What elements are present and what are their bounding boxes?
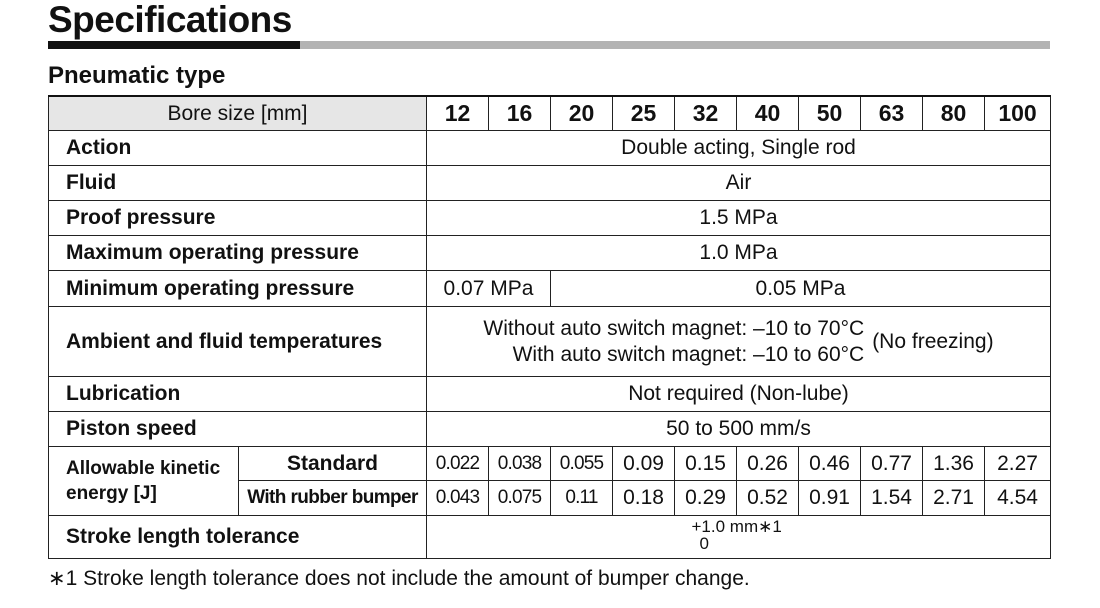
kinetic-energy-label-line1: Allowable kinetic (66, 458, 221, 479)
stroke-tolerance-label: Stroke length tolerance (49, 516, 427, 559)
kinetic-rubber-value: 0.18 (613, 481, 675, 516)
proof-pressure-row (49, 201, 1051, 236)
action-row (49, 131, 1051, 166)
temperature-label: Ambient and fluid temperatures (49, 307, 427, 377)
bore-size-label: Bore size [mm] (49, 96, 427, 131)
bore-40: 40 (737, 96, 799, 131)
title-rule-dark (48, 41, 300, 49)
fluid-label: Fluid (49, 166, 427, 201)
kinetic-standard-value: 2.27 (985, 447, 1051, 481)
kinetic-energy-label-line2: energy [J] (66, 483, 157, 504)
bore-12: 12 (427, 96, 489, 131)
action-label: Action (49, 131, 427, 166)
kinetic-standard-row (49, 447, 1051, 481)
temperature-value (427, 307, 1051, 377)
bore-50: 50 (799, 96, 861, 131)
kinetic-rubber-value: 0.52 (737, 481, 799, 516)
lubrication-value: Not required (Non-lube) (427, 377, 1051, 412)
footnote-ref-mark: ∗1 (758, 517, 782, 536)
lubrication-label: Lubrication (49, 377, 427, 412)
kinetic-standard-value: 1.36 (923, 447, 985, 481)
kinetic-energy-label (49, 447, 239, 516)
kinetic-rubber-value: 0.11 (551, 481, 613, 516)
piston-speed-value: 50 to 500 mm/s (427, 412, 1051, 447)
min-pressure-row (49, 271, 1051, 307)
lubrication-row (49, 377, 1051, 412)
proof-pressure-value: 1.5 MPa (427, 201, 1051, 236)
kinetic-standard-value: 0.15 (675, 447, 737, 481)
kinetic-standard-value: 0.038 (489, 447, 551, 481)
temperature-note: (No freezing) (872, 329, 994, 353)
page-title: Specifications (48, 0, 292, 40)
kinetic-rubber-value: 2.71 (923, 481, 985, 516)
kinetic-standard-value: 0.09 (613, 447, 675, 481)
kinetic-standard-value: 0.77 (861, 447, 923, 481)
stroke-tolerance-value (427, 516, 1051, 559)
stroke-tolerance-upper: +1.0 mm (691, 517, 759, 536)
footnote (48, 566, 750, 592)
kinetic-rubber-value: 1.54 (861, 481, 923, 516)
temperature-line-without-magnet: Without auto switch magnet: –10 to 70°C (483, 316, 865, 340)
kinetic-rubber-value: 0.29 (675, 481, 737, 516)
title-rule-gray (300, 41, 1050, 49)
fluid-row (49, 166, 1051, 201)
bore-63: 63 (861, 96, 923, 131)
stroke-tolerance-row (49, 516, 1051, 559)
bore-80: 80 (923, 96, 985, 131)
section-subtitle: Pneumatic type (48, 62, 226, 89)
bore-20: 20 (551, 96, 613, 131)
piston-speed-label: Piston speed (49, 412, 427, 447)
max-pressure-value: 1.0 MPa (427, 236, 1051, 271)
bore-25: 25 (613, 96, 675, 131)
min-pressure-value-other: 0.05 MPa (551, 271, 1051, 307)
kinetic-rubber-value: 0.075 (489, 481, 551, 516)
bore-100: 100 (985, 96, 1051, 131)
max-pressure-row (49, 236, 1051, 271)
stroke-tolerance-lower: 0 (699, 534, 709, 553)
temperature-row (49, 307, 1051, 377)
action-value: Double acting, Single rod (427, 131, 1051, 166)
bore-16: 16 (489, 96, 551, 131)
min-pressure-label: Minimum operating pressure (49, 271, 427, 307)
spec-table (48, 95, 1051, 559)
kinetic-standard-value: 0.46 (799, 447, 861, 481)
proof-pressure-label: Proof pressure (49, 201, 427, 236)
kinetic-standard-value: 0.022 (427, 447, 489, 481)
bore-size-row (49, 96, 1051, 131)
kinetic-rubber-value: 0.91 (799, 481, 861, 516)
bore-32: 32 (675, 96, 737, 131)
footnote-mark: ∗1 (48, 567, 78, 590)
kinetic-rubber-value: 0.043 (427, 481, 489, 516)
min-pressure-value-12: 0.07 MPa (427, 271, 551, 307)
kinetic-standard-label: Standard (239, 447, 427, 481)
fluid-value: Air (427, 166, 1051, 201)
temperature-line-with-magnet: With auto switch magnet: –10 to 60°C (512, 342, 865, 366)
kinetic-standard-value: 0.055 (551, 447, 613, 481)
kinetic-rubber-label: With rubber bumper (239, 481, 427, 516)
footnote-text: Stroke length tolerance does not include the amount of bumper change. (83, 567, 750, 590)
max-pressure-label: Maximum operating pressure (49, 236, 427, 271)
kinetic-standard-value: 0.26 (737, 447, 799, 481)
kinetic-rubber-value: 4.54 (985, 481, 1051, 516)
piston-speed-row (49, 412, 1051, 447)
